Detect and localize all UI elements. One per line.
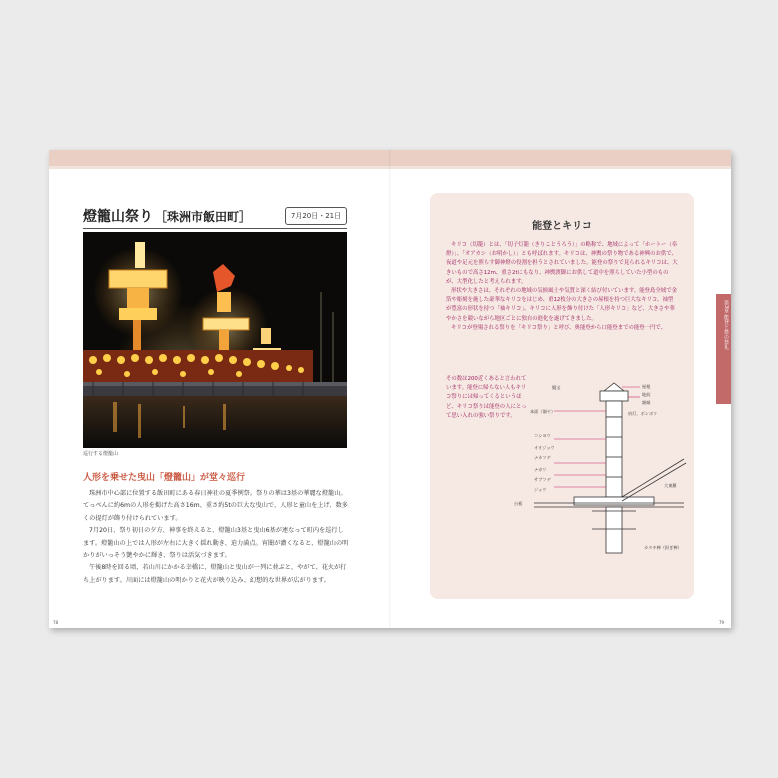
chapter-side-tab-text: 第3章 能登と祭の祭礼: [723, 300, 729, 350]
title-rule: [83, 228, 347, 229]
festival-night-photo: [83, 232, 347, 448]
diagram-label: サブフデ: [534, 477, 551, 482]
diagram-label: カタキ棒（担ぎ棒）: [644, 545, 682, 550]
page-number-right: 79: [719, 620, 725, 625]
diagram-label: 肩灯、ボンボリ: [628, 411, 658, 416]
title-main: 燈籠山祭り: [83, 209, 153, 225]
page-title: [83, 206, 251, 226]
diagram-label: オオジョウ: [534, 445, 555, 450]
kiriko-structure-diagram: [494, 379, 694, 564]
diagram-label: ナガリ: [534, 467, 547, 472]
kiriko-panel: [430, 193, 694, 599]
diagram-label: ジョウ: [534, 487, 547, 492]
panel-side-text: その数は200近くあると言われています。能登に帰らない人もキリコ祭りには帰ってくるというほど、キリコ祭りは能登の人にとって思い入れの強い祭りです。: [446, 376, 527, 419]
panel-paragraph: キリコが登場される祭りを「キリコ祭り」と呼び、奥能登から口能登までの能登一円で、: [451, 324, 667, 331]
diagram-label: 地紋: [642, 392, 651, 397]
panel-title: 能登とキリコ: [532, 221, 592, 232]
panel-text: [446, 241, 678, 333]
diagram-label: ナカフデ: [534, 455, 551, 460]
book-spread: [49, 150, 731, 628]
diagram-label: 大東羅: [664, 483, 677, 488]
body-paragraph: 7月20日、祭り初日の夕方、神事を終えると、燈籠山3基と曳山6基が連なって町内を巡行します。燈籠山の上では人形が左右に大きく揺れ動き、迫力満点。宵闇が濃くなると、燈籠山の明かりがいっそう艶やかに輝き、祭りは活気づきます。: [83, 527, 349, 560]
page-gutter: [389, 150, 391, 628]
diagram-label: コシヨウ: [534, 433, 551, 438]
body-paragraph: 珠洲市中心部に位置する飯田町にある春日神社の夏季例祭。祭りの華は3基の華麗な燈籠山。てっぺんに約6mの人形を掲げた高さ16m、重さ約5tの巨大な曳山で、人形と童山を上げ、数多くの提灯が飾り付けられています。: [83, 490, 348, 522]
body-text: [83, 488, 349, 587]
title-place: ［珠洲市飯田町］: [155, 210, 252, 224]
body-paragraph: 午後8時を回る頃、若山川にかかる幸橋に、燈籠山と曳山が一列に並ぶと、やがて、花火が打ち上がります。川面には燈籠山の明かりと花火が映り込み、幻想的な世界が広がります。: [83, 564, 347, 584]
section-heading: 人形を乗せた曳山「燈籠山」が堂々巡行: [83, 473, 246, 483]
diagram-label: 屋根: [642, 384, 651, 389]
date-badge: 7月20日・21日: [285, 207, 347, 225]
page-number-left: 78: [53, 620, 59, 625]
diagram-label: 額縁: [642, 400, 651, 405]
panel-paragraph: 形状や大きさは、それぞれの地域の気候風土や気質と深く結び付いています。能登島全域で金箔や彫刻を施した豪華なキリコをはじめ、重12枚分の大きさの屋根を持つ巨大なキリコ、袖型が豊富の形状を持つ「袖キリコ」、キリコに人形を飾り付けた「人形キリコ」など、大きさや華やかさを競いながら地区ごとに独自の進化を遂げてきました。: [446, 288, 677, 322]
diagram-label: 擬宝: [552, 385, 561, 390]
photo-caption: 巡行する燈籠山: [83, 451, 119, 457]
diagram-label: 本面（額ヤ）: [530, 409, 556, 414]
diagram-label: 台板: [514, 501, 523, 506]
panel-paragraph: キリコ（切籠）とは、「切子灯籠（きりことうろう）」の略称で、地域によって「ホートー（奉燈）」、「オアカシ（お明かし）」とも呼ばれます。キリコは、神輿の祭り物である神興のお供で、夜道や足元を照らす御神燈の役割を担うとされていました。能登の祭りで見られるキリコは、大きいもので高さ12m、重さ2tにもなり、神輿渡御にお供して道中を照らしていた小型のものが、大型化したと考えられます。: [446, 242, 678, 285]
